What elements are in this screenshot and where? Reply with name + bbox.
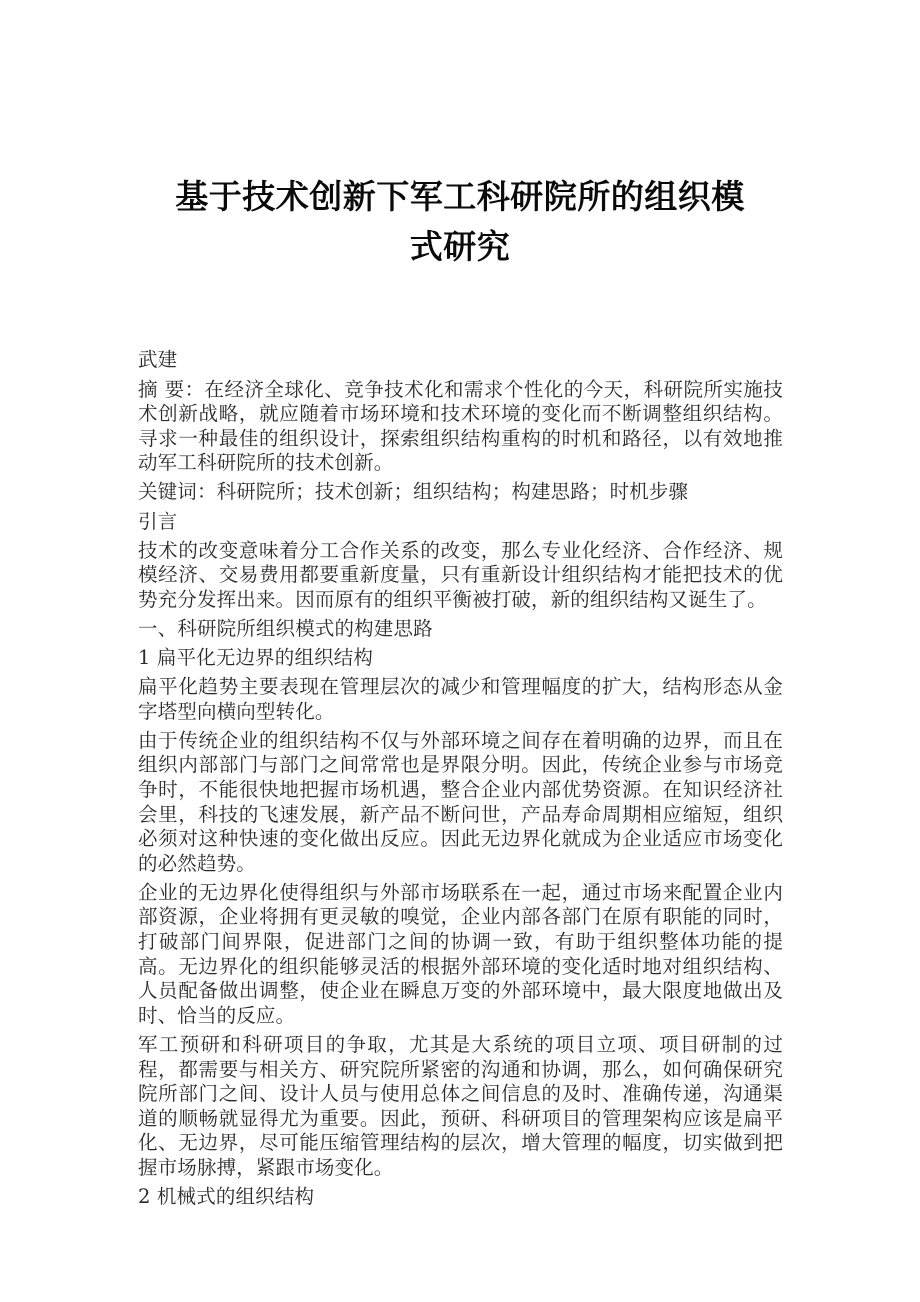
- section-1-heading: 一、科研院所组织模式的构建思路: [138, 616, 433, 640]
- intro-heading: 引言: [138, 509, 178, 533]
- intro-paragraph: 技术的改变意味着分工合作关系的改变，那么专业化经济、合作经济、规模经济、交易费用都要重新度量，只有重新设计组织结构才能把技术的优势充分发挥出来。因而原有的组织平衡被打破，新的组织结构又诞生了。: [138, 538, 783, 611]
- page-title: [138, 172, 782, 272]
- paragraph-2: 由于传统企业的组织结构不仅与外部环境之间存在着明确的边界，而且在组织内部部门与部门之间常常也是界限分明。因此，传统企业参与市场竞争时，不能很快地把握市场机遇，整合企业内部优势资源。在知识经济社会里，科技的飞速发展，新产品不断问世，产品寿命周期相应缩短，组织必须对这种快速的变化做出反应。因此无边界化就成为企业适应市场变化的必然趋势。: [138, 728, 783, 875]
- paragraph-3: 企业的无边界化使得组织与外部市场联系在一起，通过市场来配置企业内部资源，企业将拥有更灵敏的嗅觉，企业内部各部门在原有职能的同时，打破部门间界限，促进部门之间的协调一致，有助于组织整体功能的提高。无边界化的组织能够灵活的根据外部环境的变化适时地对组织结构、人员配备做出调整，使企业在瞬息万变的外部环境中，最大限度地做出及时、恰当的反应。: [138, 880, 783, 1027]
- page-title-line-1: 基于技术创新下军工科研院所的组织模: [175, 177, 745, 216]
- paragraph-1: 扁平化趋势主要表现在管理层次的减少和管理幅度的扩大，结构形态从金字塔型向横向型转化。: [138, 675, 783, 723]
- author-name: 武建: [138, 348, 178, 371]
- page-title-line-2: 式研究: [409, 227, 511, 266]
- subsection-1-heading: 1 扁平化无边界的组织结构: [138, 646, 374, 670]
- subsection-2-heading: 2 机械式的组织结构: [138, 1185, 315, 1208]
- keywords-line: 关键词：科研院所；技术创新；组织结构；构建思路；时机步骤: [138, 480, 689, 504]
- document-body: [138, 348, 783, 1214]
- abstract-paragraph: 摘 要：在经济全球化、竞争技术化和需求个性化的今天，科研院所实施技术创新战略，就应随着市场环境和技术环境的变化而不断调整组织结构。寻求一种最佳的组织设计，探索组织结构重构的时机和路径，以有效地推动军工科研院所的技术创新。: [138, 377, 783, 475]
- paragraph-4: 军工预研和科研项目的争取，尤其是大系统的项目立项、项目研制的过程，都需要与相关方、研究院所紧密的沟通和协调，那么，如何确保研究院所部门之间、设计人员与使用总体之间信息的及时、准确传递，沟通渠道的顺畅就显得尤为重要。因此，预研、科研项目的管理架构应该是扁平化、无边界，尽可能压缩管理结构的层次，增大管理的幅度，切实做到把握市场脉搏，紧跟市场变化。: [138, 1032, 783, 1179]
